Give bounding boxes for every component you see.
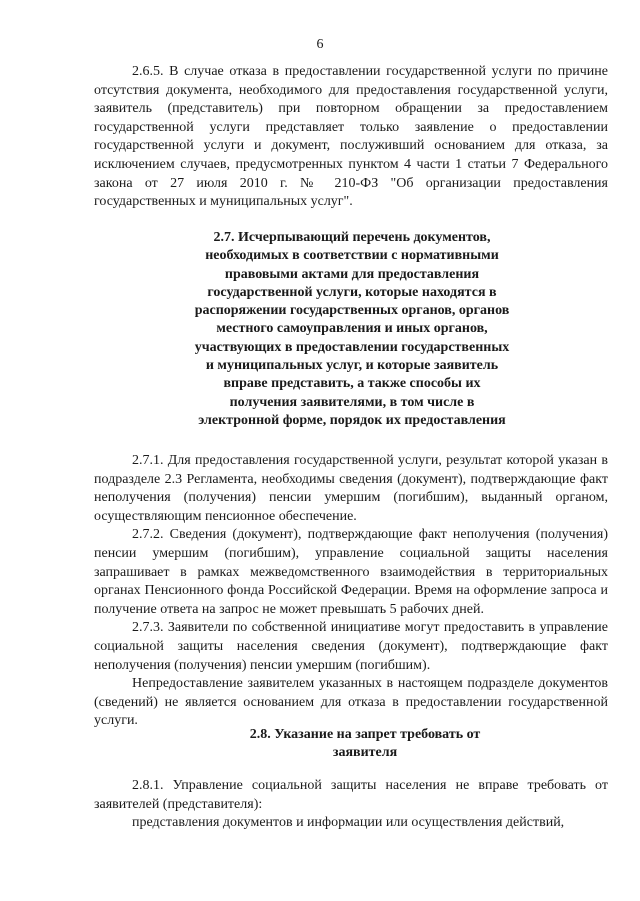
paragraph-2-6-5-block [94, 63, 608, 212]
paragraph-2-6-5: 2.6.5. В случае отказа в предоставлении государственной услуги по причине отсутствия документа, необходимого для предоставления государственной услуги, заявитель (представитель) при повторном обращении за предоставлением государственной услуги представляет только заявление о предоставлении государственной услуги и документ, послуживший основанием для отказа, за исключением случаев, предусмотренных пунктом 4 части 1 статьи 7 Федерального закона от 27 июля 2010 г. № 210-ФЗ "Об организации предоставления государственных и муниципальных услуг". [94, 64, 608, 210]
heading-2-7: 2.7. Исчерпывающий перечень документов, необходимых в соответствии с нормативными правовыми актами для предоставления государственной услуги, которые находятся в распоряжении государственных органов, органов местного самоуправления и иных органов, участвующих в предоставлении государственных и муниципальных услуг, и которые заявитель вправе представить, а также способы их получения заявителями, в том числе в электронной форме, порядок их предоставления [194, 230, 510, 428]
paragraph-2-7-1: 2.7.1. Для предоставления государственной услуги, результат которой указан в подразделе 2.3 Регламента, необходимы сведения (документ), подтверждающие факт неполучения (получения) пенсии умершим (погибшим), выданный органом, осуществляющим пенсионное обеспечение. [94, 453, 608, 524]
paragraph-2-7-3: 2.7.3. Заявители по собственной инициативе могут предоставить в управление социальной защиты населения сведения (документ), подтверждающие факт неполучения (получения) пенсии умершим (погибшим). [94, 620, 608, 673]
page-number: 6 [316, 37, 324, 52]
section-2-7-body [94, 452, 608, 731]
paragraph-2-8-1: 2.8.1. Управление социальной защиты населения не вправе требовать от заявителей (представителя): [94, 778, 608, 812]
paragraph-2-7-2: 2.7.2. Сведения (документ), подтверждающие факт неполучения (получения) пенсии умершим (погибшим), управление социальной защиты населения запрашивает в рамках межведомственного взаимодействия в территориальных органах Пенсионного фонда Российской Федерации. Время на оформление запроса и получение ответа на запрос не может превышать 5 рабочих дней. [94, 527, 608, 617]
section-2-8-body [94, 777, 608, 833]
heading-2-8: 2.8. Указание на запрет требовать от заявителя [249, 727, 481, 761]
paragraph-2-7-note: Непредоставление заявителем указанных в настоящем подразделе документов (сведений) не является основанием для отказа в предоставлении государственной услуги. [94, 676, 608, 729]
paragraph-2-8-1-continuation: представления документов и информации или осуществления действий, [132, 815, 565, 831]
